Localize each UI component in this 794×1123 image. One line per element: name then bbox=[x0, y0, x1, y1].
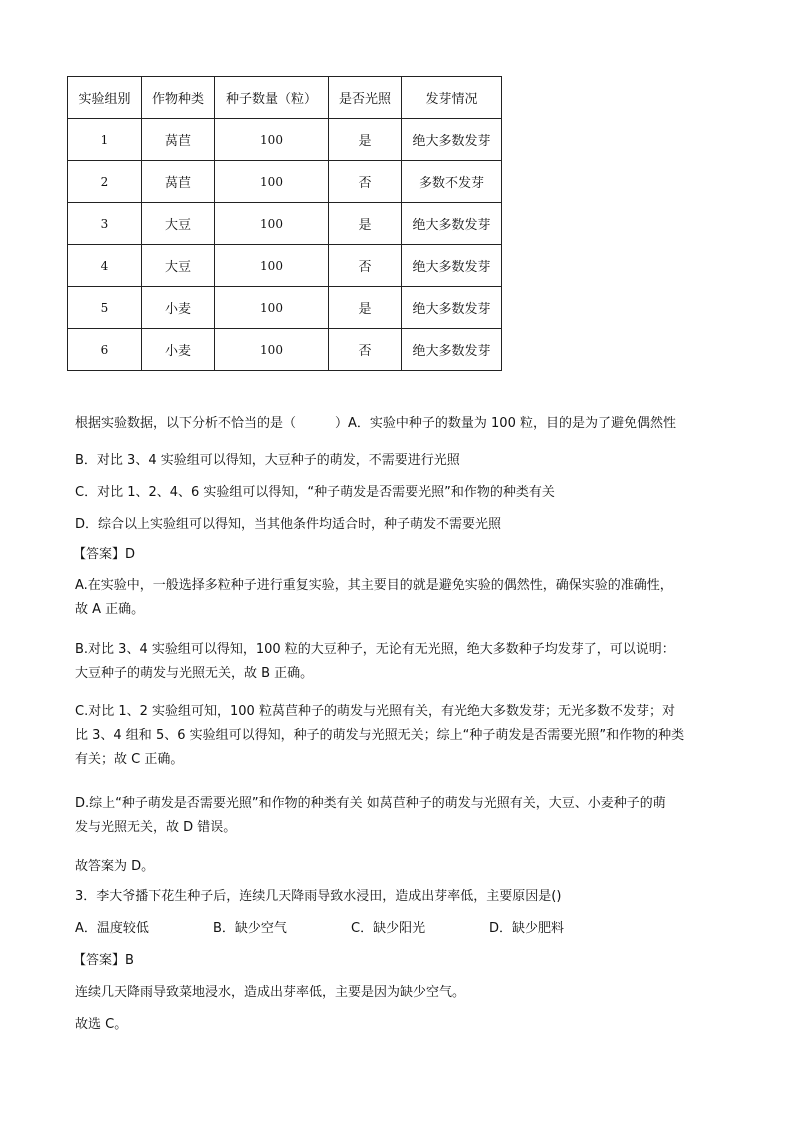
explanation-line: 比 3、4 组和 5、6 实验组可以得知，种子的萌发与光照无关；综上“种子萌发是否需要光照”和作物的种类 bbox=[75, 728, 685, 743]
cell-count: 100 bbox=[215, 245, 329, 287]
option-c: C．对比 1、2、4、6 实验组可以得知，“种子萌发是否需要光照”和作物的种类有关 bbox=[75, 485, 555, 500]
explanation: 连续几天降雨导致菜地浸水，造成出芽率低，主要是因为缺少空气。 bbox=[75, 985, 466, 1000]
header-germination: 发芽情况 bbox=[402, 77, 502, 119]
option-d: D．缺少肥料 bbox=[489, 921, 565, 936]
header-light: 是否光照 bbox=[329, 77, 402, 119]
cell-group: 6 bbox=[68, 329, 142, 371]
table-row bbox=[68, 203, 502, 245]
header-crop: 作物种类 bbox=[142, 77, 215, 119]
cell-count: 100 bbox=[215, 161, 329, 203]
cell-germination: 绝大多数发芽 bbox=[402, 203, 502, 245]
cell-crop: 小麦 bbox=[142, 287, 215, 329]
cell-crop: 莴苣 bbox=[142, 161, 215, 203]
table-row bbox=[68, 245, 502, 287]
cell-light: 否 bbox=[329, 161, 402, 203]
cell-germination: 绝大多数发芽 bbox=[402, 329, 502, 371]
explanation-d bbox=[75, 792, 725, 840]
explanation-line: C.对比 1、2 实验组可知，100 粒莴苣种子的萌发与光照有关，有光绝大多数发芽；无光多数不发芽；对 bbox=[75, 704, 675, 719]
explanation-line: B.对比 3、4 实验组可以得知，100 粒的大豆种子，无论有无光照，绝大多数种子均发芽了，可以说明： bbox=[75, 642, 675, 657]
cell-crop: 小麦 bbox=[142, 329, 215, 371]
explanation-line: 发与光照无关，故 D 错误。 bbox=[75, 820, 237, 835]
cell-light: 否 bbox=[329, 329, 402, 371]
cell-germination: 绝大多数发芽 bbox=[402, 287, 502, 329]
explanation-line: D.综上“种子萌发是否需要光照”和作物的种类有关 如莴苣种子的萌发与光照有关，大豆、小麦种子的萌 bbox=[75, 796, 666, 811]
conclusion: 故答案为 D。 bbox=[75, 859, 155, 874]
option-b: B．对比 3、4 实验组可以得知，大豆种子的萌发，不需要进行光照 bbox=[75, 453, 460, 468]
option-c: C．缺少阳光 bbox=[351, 921, 426, 936]
cell-light: 否 bbox=[329, 245, 402, 287]
explanation-line: 有关；故 C 正确。 bbox=[75, 752, 184, 767]
cell-germination: 绝大多数发芽 bbox=[402, 245, 502, 287]
experiment-table bbox=[67, 76, 502, 371]
cell-count: 100 bbox=[215, 119, 329, 161]
cell-crop: 大豆 bbox=[142, 245, 215, 287]
cell-crop: 大豆 bbox=[142, 203, 215, 245]
header-seed-count: 种子数量（粒） bbox=[215, 77, 329, 119]
table-row bbox=[68, 287, 502, 329]
question-stem: 根据实验数据，以下分析不恰当的是（ ）A．实验中种子的数量为 100 粒，目的是为了避免偶然性 bbox=[75, 416, 676, 431]
cell-count: 100 bbox=[215, 329, 329, 371]
question-3-stem: 3．李大爷播下花生种子后，连续几天降雨导致水浸田，造成出芽率低，主要原因是() bbox=[75, 889, 562, 904]
table-row bbox=[68, 119, 502, 161]
cell-light: 是 bbox=[329, 203, 402, 245]
cell-group: 4 bbox=[68, 245, 142, 287]
cell-count: 100 bbox=[215, 203, 329, 245]
explanation-b bbox=[75, 638, 725, 686]
explanation-c bbox=[75, 700, 725, 772]
cell-count: 100 bbox=[215, 287, 329, 329]
question-3-options bbox=[75, 916, 725, 941]
cell-light: 是 bbox=[329, 287, 402, 329]
conclusion: 故选 C。 bbox=[75, 1017, 128, 1032]
cell-group: 5 bbox=[68, 287, 142, 329]
cell-group: 1 bbox=[68, 119, 142, 161]
option-b: B．缺少空气 bbox=[213, 921, 287, 936]
explanation-line: A.在实验中，一般选择多粒种子进行重复实验，其主要目的就是避免实验的偶然性，确保实验的准确性， bbox=[75, 578, 673, 593]
cell-group: 3 bbox=[68, 203, 142, 245]
option-a: A．温度较低 bbox=[75, 921, 149, 936]
cell-germination: 多数不发芽 bbox=[402, 161, 502, 203]
cell-germination: 绝大多数发芽 bbox=[402, 119, 502, 161]
answer-label: 【答案】D bbox=[73, 547, 136, 562]
table-row bbox=[68, 329, 502, 371]
explanation-line: 大豆种子的萌发与光照无关，故 B 正确。 bbox=[75, 666, 314, 681]
cell-group: 2 bbox=[68, 161, 142, 203]
explanation-line: 故 A 正确。 bbox=[75, 602, 145, 617]
option-d: D．综合以上实验组可以得知，当其他条件均适合时，种子萌发不需要光照 bbox=[75, 517, 502, 532]
header-group: 实验组别 bbox=[68, 77, 142, 119]
answer-label: 【答案】B bbox=[73, 953, 134, 968]
cell-crop: 莴苣 bbox=[142, 119, 215, 161]
explanation-a bbox=[75, 574, 725, 622]
table-row bbox=[68, 161, 502, 203]
cell-light: 是 bbox=[329, 119, 402, 161]
table-header-row bbox=[68, 77, 502, 119]
